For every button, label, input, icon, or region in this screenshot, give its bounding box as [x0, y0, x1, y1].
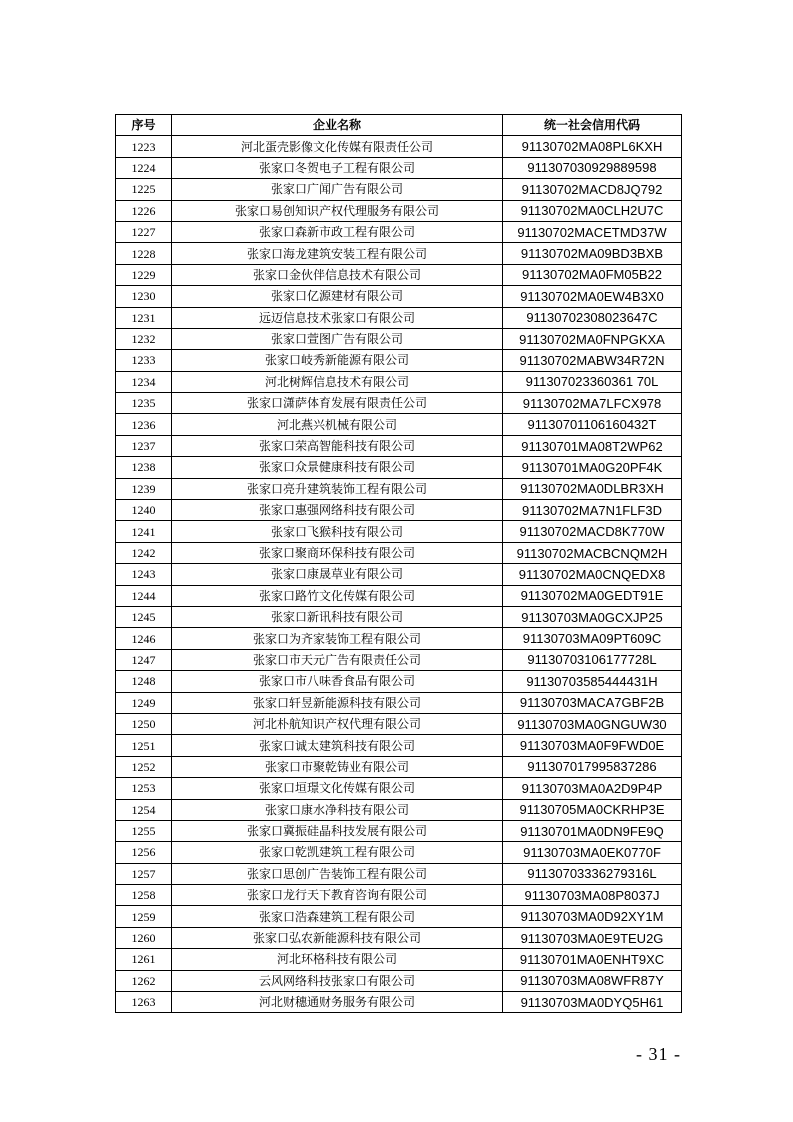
- table-row: [116, 435, 682, 456]
- credit-code-cell: 91130702MABW34R72N: [503, 350, 682, 371]
- credit-code-cell: 91130702MACD8JQ792: [503, 179, 682, 200]
- company-name-cell: 张家口惠强网络科技有限公司: [172, 500, 503, 521]
- table-row: [116, 778, 682, 799]
- credit-code-cell: 91130703336279316L: [503, 863, 682, 884]
- table-row: [116, 735, 682, 756]
- company-name-cell: 河北燕兴机械有限公司: [172, 414, 503, 435]
- credit-code-cell: 91130703MA0F9FWD0E: [503, 735, 682, 756]
- table-row: [116, 927, 682, 948]
- table-row: [116, 243, 682, 264]
- credit-code-cell: 91130703MA0D92XY1M: [503, 906, 682, 927]
- header-seq: 序号: [116, 115, 172, 136]
- seq-cell: 1257: [116, 863, 172, 884]
- company-name-cell: 张家口荣高智能科技有限公司: [172, 435, 503, 456]
- table-row: [116, 692, 682, 713]
- seq-cell: 1247: [116, 649, 172, 670]
- seq-cell: 1234: [116, 371, 172, 392]
- company-name-cell: 河北财穗通财务服务有限公司: [172, 992, 503, 1013]
- table-row: [116, 542, 682, 563]
- company-name-cell: 张家口广闻广告有限公司: [172, 179, 503, 200]
- credit-code-cell: 91130702MA0DLBR3XH: [503, 478, 682, 499]
- credit-code-cell: 911307030929889598: [503, 157, 682, 178]
- credit-code-cell: 91130703MA0E9TEU2G: [503, 927, 682, 948]
- credit-code-cell: 91130703MA08WFR87Y: [503, 970, 682, 991]
- credit-code-cell: 911307023360361 70L: [503, 371, 682, 392]
- seq-cell: 1239: [116, 478, 172, 499]
- credit-code-cell: 91130701MA0ENHT9XC: [503, 949, 682, 970]
- credit-code-cell: 91130703MA08P8037J: [503, 885, 682, 906]
- company-name-cell: 张家口垣璟文化传媒有限公司: [172, 778, 503, 799]
- table-row: [116, 799, 682, 820]
- seq-cell: 1255: [116, 820, 172, 841]
- company-name-cell: 张家口思创广告装饰工程有限公司: [172, 863, 503, 884]
- table-row: [116, 414, 682, 435]
- seq-cell: 1226: [116, 200, 172, 221]
- table-row: [116, 264, 682, 285]
- seq-cell: 1241: [116, 521, 172, 542]
- company-name-cell: 河北蛋壳影像文化传媒有限责任公司: [172, 136, 503, 157]
- credit-code-cell: 91130702MA7N1FLF3D: [503, 500, 682, 521]
- table-row: [116, 350, 682, 371]
- credit-code-cell: 91130702MA7LFCX978: [503, 393, 682, 414]
- table-row: [116, 906, 682, 927]
- table-row: [116, 521, 682, 542]
- seq-cell: 1230: [116, 286, 172, 307]
- company-name-cell: 张家口潇萨体育发展有限责任公司: [172, 393, 503, 414]
- credit-code-cell: 91130702MA0GEDT91E: [503, 585, 682, 606]
- table-row: [116, 457, 682, 478]
- seq-cell: 1253: [116, 778, 172, 799]
- credit-code-cell: 91130701MA0G20PF4K: [503, 457, 682, 478]
- table-row: [116, 307, 682, 328]
- table-row: [116, 842, 682, 863]
- company-name-cell: 张家口森新市政工程有限公司: [172, 221, 503, 242]
- company-name-cell: 张家口易创知识产权代理服务有限公司: [172, 200, 503, 221]
- table-row: [116, 179, 682, 200]
- table-header-row: [116, 115, 682, 136]
- table-row: [116, 585, 682, 606]
- credit-code-cell: 91130702MA0FM05B22: [503, 264, 682, 285]
- company-name-cell: 张家口路竹文化传媒有限公司: [172, 585, 503, 606]
- credit-code-cell: 91130705MA0CKRHP3E: [503, 799, 682, 820]
- table-row: [116, 157, 682, 178]
- table-row: [116, 628, 682, 649]
- credit-code-cell: 91130702MA0EW4B3X0: [503, 286, 682, 307]
- table-row: [116, 478, 682, 499]
- company-name-cell: 张家口弘农新能源科技有限公司: [172, 927, 503, 948]
- seq-cell: 1225: [116, 179, 172, 200]
- company-name-cell: 张家口为齐家装饰工程有限公司: [172, 628, 503, 649]
- seq-cell: 1242: [116, 542, 172, 563]
- table-row: [116, 328, 682, 349]
- seq-cell: 1246: [116, 628, 172, 649]
- credit-code-cell: 91130702MACD8K770W: [503, 521, 682, 542]
- credit-code-cell: 91130703585444431H: [503, 671, 682, 692]
- seq-cell: 1252: [116, 756, 172, 777]
- credit-code-cell: 91130701MA0DN9FE9Q: [503, 820, 682, 841]
- credit-code-cell: 91130702MA09BD3BXB: [503, 243, 682, 264]
- table-row: [116, 286, 682, 307]
- seq-cell: 1259: [116, 906, 172, 927]
- table-row: [116, 863, 682, 884]
- table-row: [116, 949, 682, 970]
- company-name-cell: 张家口市八味香食品有限公司: [172, 671, 503, 692]
- table-row: [116, 756, 682, 777]
- table-row: [116, 671, 682, 692]
- seq-cell: 1235: [116, 393, 172, 414]
- table-row: [116, 649, 682, 670]
- seq-cell: 1249: [116, 692, 172, 713]
- company-name-cell: 张家口聚商环保科技有限公司: [172, 542, 503, 563]
- credit-code-cell: 91130702MA0CLH2U7C: [503, 200, 682, 221]
- credit-code-cell: 91130703MA0GNGUW30: [503, 713, 682, 734]
- seq-cell: 1250: [116, 713, 172, 734]
- header-credit-code: 统一社会信用代码: [503, 115, 682, 136]
- company-name-cell: 张家口乾凯建筑工程有限公司: [172, 842, 503, 863]
- seq-cell: 1262: [116, 970, 172, 991]
- credit-code-cell: 91130703MA0EK0770F: [503, 842, 682, 863]
- credit-code-cell: 91130703MACA7GBF2B: [503, 692, 682, 713]
- company-name-cell: 张家口康水净科技有限公司: [172, 799, 503, 820]
- company-name-cell: 张家口轩昱新能源科技有限公司: [172, 692, 503, 713]
- table-body: [116, 136, 682, 1013]
- seq-cell: 1238: [116, 457, 172, 478]
- company-name-cell: 张家口诚太建筑科技有限公司: [172, 735, 503, 756]
- table-row: [116, 393, 682, 414]
- header-company-name: 企业名称: [172, 115, 503, 136]
- credit-code-cell: 91130701MA08T2WP62: [503, 435, 682, 456]
- seq-cell: 1240: [116, 500, 172, 521]
- seq-cell: 1223: [116, 136, 172, 157]
- seq-cell: 1245: [116, 606, 172, 627]
- seq-cell: 1237: [116, 435, 172, 456]
- seq-cell: 1227: [116, 221, 172, 242]
- company-name-cell: 张家口萱图广告有限公司: [172, 328, 503, 349]
- company-name-cell: 张家口岐秀新能源有限公司: [172, 350, 503, 371]
- seq-cell: 1244: [116, 585, 172, 606]
- seq-cell: 1254: [116, 799, 172, 820]
- seq-cell: 1248: [116, 671, 172, 692]
- company-name-cell: 张家口亮升建筑装饰工程有限公司: [172, 478, 503, 499]
- credit-code-cell: 91130703MA09PT609C: [503, 628, 682, 649]
- table-row: [116, 992, 682, 1013]
- seq-cell: 1224: [116, 157, 172, 178]
- seq-cell: 1236: [116, 414, 172, 435]
- company-name-cell: 张家口浩森建筑工程有限公司: [172, 906, 503, 927]
- seq-cell: 1251: [116, 735, 172, 756]
- seq-cell: 1243: [116, 564, 172, 585]
- seq-cell: 1233: [116, 350, 172, 371]
- credit-code-cell: 91130702MA08PL6KXH: [503, 136, 682, 157]
- company-name-cell: 张家口亿源建材有限公司: [172, 286, 503, 307]
- seq-cell: 1263: [116, 992, 172, 1013]
- table-row: [116, 820, 682, 841]
- seq-cell: 1258: [116, 885, 172, 906]
- credit-code-cell: 91130702MA0FNPGKXA: [503, 328, 682, 349]
- page-number: - 31 -: [636, 1044, 681, 1064]
- company-name-cell: 张家口海龙建筑安装工程有限公司: [172, 243, 503, 264]
- credit-code-cell: 91130702MACBCNQM2H: [503, 542, 682, 563]
- table-row: [116, 136, 682, 157]
- company-name-cell: 张家口众景健康科技有限公司: [172, 457, 503, 478]
- company-name-cell: 张家口冀振硅晶科技发展有限公司: [172, 820, 503, 841]
- credit-code-cell: 91130702MACETMD37W: [503, 221, 682, 242]
- seq-cell: 1260: [116, 927, 172, 948]
- credit-code-cell: 91130701106160432T: [503, 414, 682, 435]
- table-row: [116, 564, 682, 585]
- company-name-cell: 张家口冬贺电子工程有限公司: [172, 157, 503, 178]
- seq-cell: 1261: [116, 949, 172, 970]
- company-name-cell: 张家口市聚乾铸业有限公司: [172, 756, 503, 777]
- company-name-cell: 张家口新讯科技有限公司: [172, 606, 503, 627]
- seq-cell: 1228: [116, 243, 172, 264]
- seq-cell: 1232: [116, 328, 172, 349]
- company-name-cell: 河北朴航知识产权代理有限公司: [172, 713, 503, 734]
- table-row: [116, 371, 682, 392]
- seq-cell: 1231: [116, 307, 172, 328]
- table-row: [116, 200, 682, 221]
- company-name-cell: 河北树辉信息技术有限公司: [172, 371, 503, 392]
- table-row: [116, 885, 682, 906]
- credit-code-cell: 91130703MA0GCXJP25: [503, 606, 682, 627]
- table-row: [116, 221, 682, 242]
- company-name-cell: 张家口龙行天下教育咨询有限公司: [172, 885, 503, 906]
- company-table: [115, 114, 682, 1013]
- credit-code-cell: 91130702308023647C: [503, 307, 682, 328]
- credit-code-cell: 91130703106177728L: [503, 649, 682, 670]
- company-name-cell: 云风网络科技张家口有限公司: [172, 970, 503, 991]
- company-name-cell: 远迈信息技术张家口有限公司: [172, 307, 503, 328]
- company-name-cell: 张家口市天元广告有限责任公司: [172, 649, 503, 670]
- seq-cell: 1256: [116, 842, 172, 863]
- table-row: [116, 713, 682, 734]
- credit-code-cell: 91130703MA0DYQ5H61: [503, 992, 682, 1013]
- company-name-cell: 张家口飞猴科技有限公司: [172, 521, 503, 542]
- company-name-cell: 张家口金伙伴信息技术有限公司: [172, 264, 503, 285]
- table-row: [116, 500, 682, 521]
- seq-cell: 1229: [116, 264, 172, 285]
- table-row: [116, 606, 682, 627]
- credit-code-cell: 91130702MA0CNQEDX8: [503, 564, 682, 585]
- credit-code-cell: 91130703MA0A2D9P4P: [503, 778, 682, 799]
- company-name-cell: 河北环格科技有限公司: [172, 949, 503, 970]
- company-name-cell: 张家口康晟草业有限公司: [172, 564, 503, 585]
- table-row: [116, 970, 682, 991]
- credit-code-cell: 911307017995837286: [503, 756, 682, 777]
